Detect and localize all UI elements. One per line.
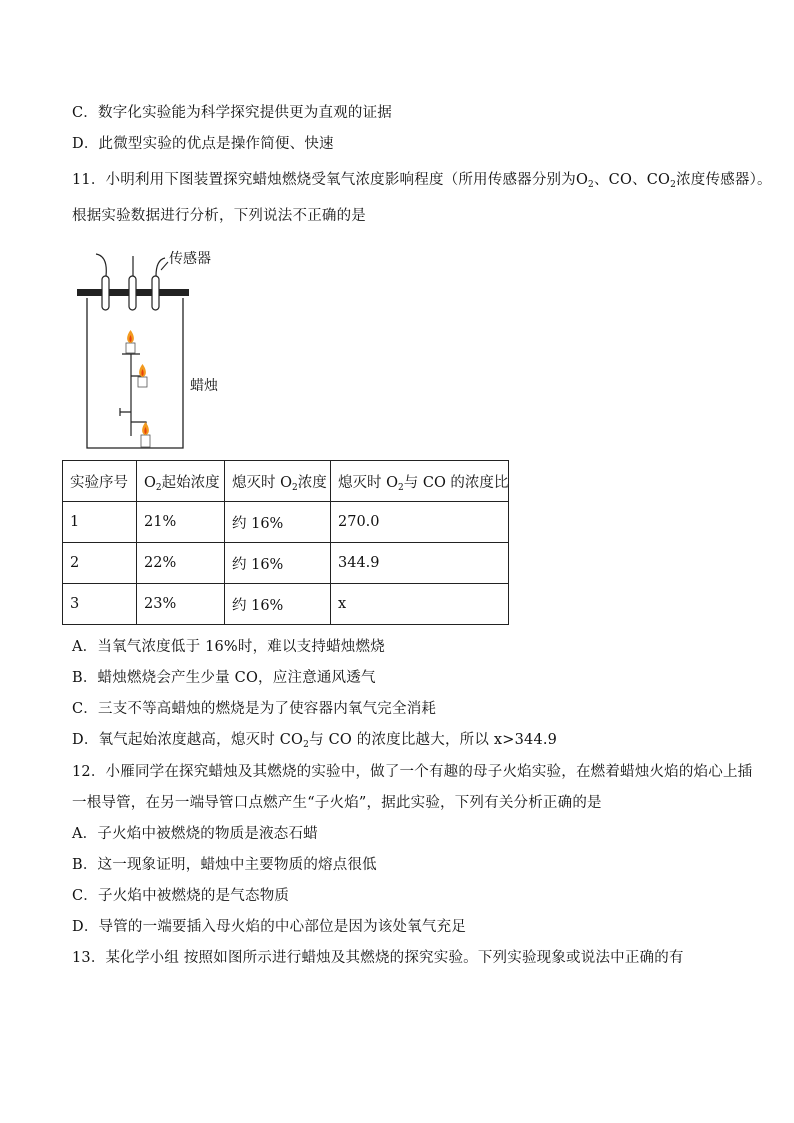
table-row [63, 543, 509, 584]
cell: 270.0 [331, 502, 509, 543]
header-o2-initial: $O_2$起始浓度 [137, 461, 225, 502]
q12-stem-line1: 12．小雁同学在探究蜡烛及其燃烧的实验中，做了一个有趣的母子火焰实验，在燃着蜡烛火焰的焰心上插 [72, 764, 753, 780]
q12-option-b: B．这一现象证明，蜡烛中主要物质的熔点很低 [72, 857, 377, 873]
sensor-probe-3 [152, 276, 159, 310]
q12-option-a: A．子火焰中被燃烧的物质是液态石蜡 [72, 826, 318, 842]
q13-stem: 13．某化学小组 按照如图所示进行蜡烛及其燃烧的探究实验。下列实验现象或说法中正确的有 [72, 950, 684, 966]
q11-stem-line1: 11．小明利用下图装置探究蜡烛燃烧受氧气浓度影响程度（所用传感器分别为$O_2$、CO、$CO_2$浓度传感器）。 [72, 172, 772, 190]
cell: 约 16% [225, 502, 331, 543]
header-trial-no: 实验序号 [63, 461, 137, 502]
q11-option-d: D．氧气起始浓度越高，熄灭时 $CO_2$与 CO 的浓度比越大，所以 x>344.9 [72, 732, 558, 750]
q12-stem-line2: 一根导管，在另一端导管口点燃产生“子火焰”，据此实验，下列有关分析正确的是 [72, 795, 602, 811]
header-o2-co-ratio: 熄灭时 $O_2$与 CO 的浓度比 [331, 461, 509, 502]
cell: 23% [137, 584, 225, 625]
q11-data-table [62, 460, 509, 625]
q11-stem-line2: 根据实验数据进行分析，下列说法不正确的是 [72, 208, 366, 224]
cell: x [331, 584, 509, 625]
table-header-row [63, 461, 509, 502]
table-row [63, 502, 509, 543]
cell: 约 16% [225, 584, 331, 625]
cell: 2 [63, 543, 137, 584]
candle-top [126, 330, 135, 353]
table-row [63, 584, 509, 625]
candle-bottom [141, 422, 150, 447]
q12-option-d: D．导管的一端要插入母火焰的中心部位是因为该处氧气充足 [72, 919, 467, 935]
stand-hook [120, 408, 131, 416]
q10-option-c: C．数字化实验能为科学探究提供更为直观的证据 [72, 105, 392, 121]
header-o2-at-extinction: 熄灭时 $O_2$浓度 [225, 461, 331, 502]
candle-label: 蜡烛 [190, 377, 218, 393]
q11-option-a: A．当氧气浓度低于 16%时，难以支持蜡烛燃烧 [72, 639, 385, 655]
cell: 22% [137, 543, 225, 584]
sensor-label: 传感器 [169, 250, 211, 266]
sensor-pointer [161, 262, 168, 270]
cell: 1 [63, 502, 137, 543]
cell: 344.9 [331, 543, 509, 584]
sensor-wire-1 [96, 254, 106, 276]
q10-option-d: D．此微型实验的优点是操作简便、快速 [72, 136, 334, 152]
sensor-probe-1 [102, 276, 109, 310]
sensor-probe-2 [129, 276, 136, 310]
q11-option-b: B．蜡烛燃烧会产生少量 CO，应注意通风透气 [72, 670, 376, 686]
cell: 3 [63, 584, 137, 625]
q12-option-c: C．子火焰中被燃烧的是气态物质 [72, 888, 290, 904]
cell: 21% [137, 502, 225, 543]
container [87, 298, 183, 448]
q11-option-c: C．三支不等高蜡烛的燃烧是为了使容器内氧气完全消耗 [72, 701, 437, 717]
cell: 约 16% [225, 543, 331, 584]
apparatus-figure [70, 246, 230, 456]
